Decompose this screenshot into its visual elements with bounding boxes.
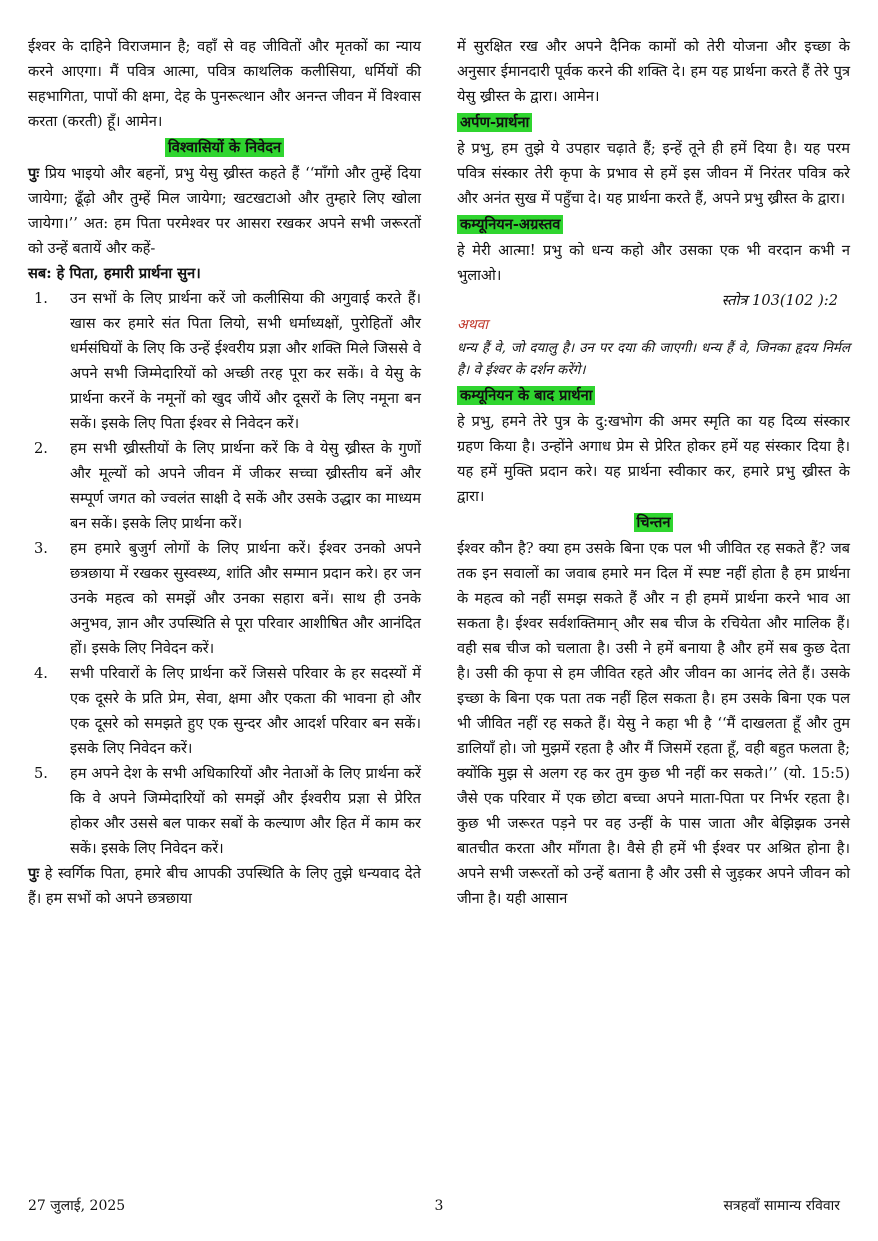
intercessions-intro-text: प्रिय भाइयो और बहनों, प्रभु येसु ख्रीस्त कहते हैं ‘‘माँगो और तुम्हें दिया जायेगा; ढूँढ़ो और तुम्हें मिल जायेगा; खटखटाओ और तुम्हारे लिए खोला जायेगा।’’ अत: हम पिता परमेश्वर पर आसरा रखकर अपने सभी जरूरतों को उन्हें बतायें और कहें- — [28, 165, 421, 257]
closing-prayer — [28, 861, 421, 911]
prayer-number: 2. — [34, 440, 48, 457]
prayer-item — [28, 436, 421, 536]
post-communion-heading-label: कम्यूनियन के बाद प्रार्थना — [457, 386, 595, 405]
offertory-text: हे प्रभु, हम तुझे ये उपहार चढ़ाते हैं; इन्हें तूने ही हमें दिया है। यह परम पवित्र संस्कार तेरी कृपा के प्रभाव से हमें इस जीवन में निरंतर पवित्र करे और अनंत सुख में पहुँचा दे। यह प्रार्थना करते हैं, अपने प्रभु ख्रीस्त के द्वारा। — [457, 140, 850, 207]
right-column — [457, 34, 850, 911]
communion-antiphon — [457, 238, 850, 288]
prayer-text: हम हमारे बुजुर्ग लोगों के लिए प्रार्थना करें। ईश्वर उनको अपने छत्रछाया में रखकर सुस्वस्थ्य, शांति और सम्मान प्रदान करे। हर जन उनके महत्व को समझें और उनका सहारा बनें। साथ ही उनके अनुभव, ज्ञान और उपस्थिति से पूरा परिवार आशीषित और आनंदित हों। इसके लिए निवेदन करें। — [70, 540, 421, 657]
priest-label: पुः — [28, 865, 40, 882]
congregation-response: सब: हे पिता, हमारी प्रार्थना सुन। — [28, 265, 201, 282]
intercessions-heading-label: विश्वासियों के निवेदन — [165, 138, 284, 157]
reflection-text: ईश्वर कौन है? क्या हम उसके बिना एक पल भी जीवित रह सकते हैं? जब तक इन सवालों का जवाब हमारे मन दिल में स्पष्ट नहीं होता है हम प्रार्थना के महत्व को नहीं समझ सकते हैं और न ही हममें प्रार्थना करने भाव आ सकता है। ईश्वर सर्वशक्तिमान् और सब चीज के रचियेता और मालिक हैं। वही सब चीज को चलाता है। उसी ने हमें बनाया है और हमें सब कुछ देता है। उसी की कृपा से हम जीवित रहते और जीवन का आनंद लेते हैं। उसके इच्छा के बिना एक पता तक नहीं हिल सकता है। हम उसके बिना एक पल भी जीवित नहीं रह सकते हैं। येसु ने कहा भी है ‘‘मैं दाखलता हूँ और तुम डालियाँ हो। जो मुझमें रहता है और मैं जिसमें रहता हूँ, वही बहुत फलता है; क्योंकि मुझ से अलग रह कर तुम कुछ भी नहीं कर सकते।’’ (यो. 15:5) जैसे एक परिवार में एक छोटा बच्चा अपने माता-पिता पर निर्भर रहता है। कुछ भी जरूरत पड़ने पर वह उन्हीं के पास जाता और बेझिझक उनसे बातचीत करता और माँगता है। वैसे ही हमें भी ईश्वर पर अश्रित होना है। अपने सभी जरूरतों को उन्हें बताना है और उसी से जुड़कर अपने जीवन को जीना है। यही आसान — [457, 540, 850, 907]
prayer-item — [28, 536, 421, 661]
document-page — [28, 34, 850, 1194]
left-column — [28, 34, 421, 911]
offertory-heading — [457, 110, 850, 135]
prayer-text: हम सभी ख्रीस्तीयों के लिए प्रार्थना करें कि वे येसु ख्रीस्त के गुणों और मूल्यों को अपने जीवन में जीकर सच्चा ख्रीस्तीय बनें और सम्पूर्ण जगत को ज्वलंत साक्षी दे सकें और उसके उद्धार का माध्यम बन सकें। इसके लिए प्रार्थना करें। — [70, 440, 421, 532]
reflection-heading — [457, 510, 850, 535]
communion-heading-label: कम्यूनियन-अग्रस्तव — [457, 215, 563, 234]
communion-reference: स्तोत्र 103(102 ):2 — [721, 292, 838, 309]
prayer-number: 4. — [34, 665, 48, 682]
communion-reference-line — [457, 288, 850, 313]
offertory-heading-label: अर्पण-प्रार्थना — [457, 113, 532, 132]
intercessions-intro — [28, 161, 421, 261]
footer-occasion: सत्रहवाँ सामान्य रविवार — [723, 1198, 840, 1214]
footer-page-number: 3 — [434, 1198, 444, 1214]
prayer-number: 1. — [34, 290, 48, 307]
prayer-list — [28, 286, 421, 861]
reflection-heading-label: चिन्तन — [634, 513, 674, 532]
prayer-text: हम अपने देश के सभी अधिकारियों और नेताओं के लिए प्रार्थना करें कि वे अपने जिम्मेदारियों को समझें और ईश्वरीय प्रज्ञा से प्रेरित होकर और उससे बल पाकर सबों के कल्याण और हित में काम कर सकें। इसके लिए निवेदन करें। — [70, 765, 421, 857]
communion-antiphon-alternate: धन्य हैं वे, जो दयालु है। उन पर दया की जाएगी। धन्य हैं वे, जिनका हृदय निर्मल है। वे ईश्वर के दर्शन करेंगे। — [457, 341, 850, 378]
intercessions-heading — [28, 135, 421, 160]
closing-prayer-continued: में सुरक्षित रख और अपने दैनिक कामों को तेरी योजना और इच्छा के अनुसार ईमानदारी पूर्वक करने की शक्ति दे। हम यह प्रार्थना करते हैं तेरे पुत्र येसु ख्रीस्त के द्वारा। आमेन। — [457, 38, 850, 105]
prayer-item — [28, 761, 421, 861]
prayer-number: 5. — [34, 765, 48, 782]
post-communion-text: हे प्रभु, हमने तेरे पुत्र के दु:खभोग की अमर स्मृति का यह दिव्य संस्कार ग्रहण किया है। उन्होंने अगाध प्रेम से प्रेरित होकर हमें यह संस्कार दिया है। यह हमें मुक्ति प्रदान करे। यह प्रार्थना स्वीकार कर, हमारे प्रभु ख्रीस्त के द्वारा। — [457, 413, 850, 505]
communion-antiphon-text: हे मेरी आत्मा! प्रभु को धन्य कहो और उसका एक भी वरदान कभी न भुलाओ। — [457, 242, 850, 284]
prayer-number: 3. — [34, 540, 48, 557]
post-communion-heading — [457, 383, 850, 408]
prayer-item — [28, 661, 421, 761]
creed-ending: ईश्वर के दाहिने विराजमान है; वहाँ से वह जीवितों और मृतकों का न्याय करने आएगा। मैं पवित्र आत्मा, पवित्र काथलिक कलीसिया, धर्मियों की सहभागिता, पापों की क्षमा, देह के पुनरूत्थान और अनन्त जीवन में विश्वास करता (करती) हूँ। आमेन। — [28, 38, 421, 130]
closing-prayer-text: हे स्वर्गिक पिता, हमारे बीच आपकी उपस्थिति के लिए तुझे धन्यवाद देते हैं। हम सभों को अपने छत्रछाया — [28, 865, 421, 907]
priest-label: पुः — [28, 165, 40, 182]
or-label: अथवा — [457, 317, 489, 333]
prayer-item — [28, 286, 421, 436]
prayer-text: सभी परिवारों के लिए प्रार्थना करें जिससे परिवार के हर सदस्यों में एक दूसरे के प्रति प्रेम, सेवा, क्षमा और एकता की भावना हो और एक दूसरे को समझते हुए एक सुन्दर और आदर्श परिवार बन सकें। इसके लिए निवेदन करें। — [70, 665, 421, 757]
footer-date: 27 जुलाई, 2025 — [28, 1198, 126, 1214]
prayer-text: उन सभों के लिए प्रार्थना करें जो कलीसिया की अगुवाई करते हैं। खास कर हमारे संत पिता लियो, सभी धर्माध्यक्षों, पुरोहितों और धर्मसंघियों के लिए कि उन्हें ईश्वरीय प्रज्ञा और शक्ति मिले जिससे वे अपने सभी जिम्मेदारियों को अच्छी तरह पूरा कर सकें। वे येसु के प्रार्थना करनें के नमूनों को खुद जीयें और दूसरों के लिए नमूना बन सकें। इसके लिए पिता ईश्वर से निवेदन करें। — [70, 290, 421, 432]
communion-heading — [457, 212, 850, 237]
